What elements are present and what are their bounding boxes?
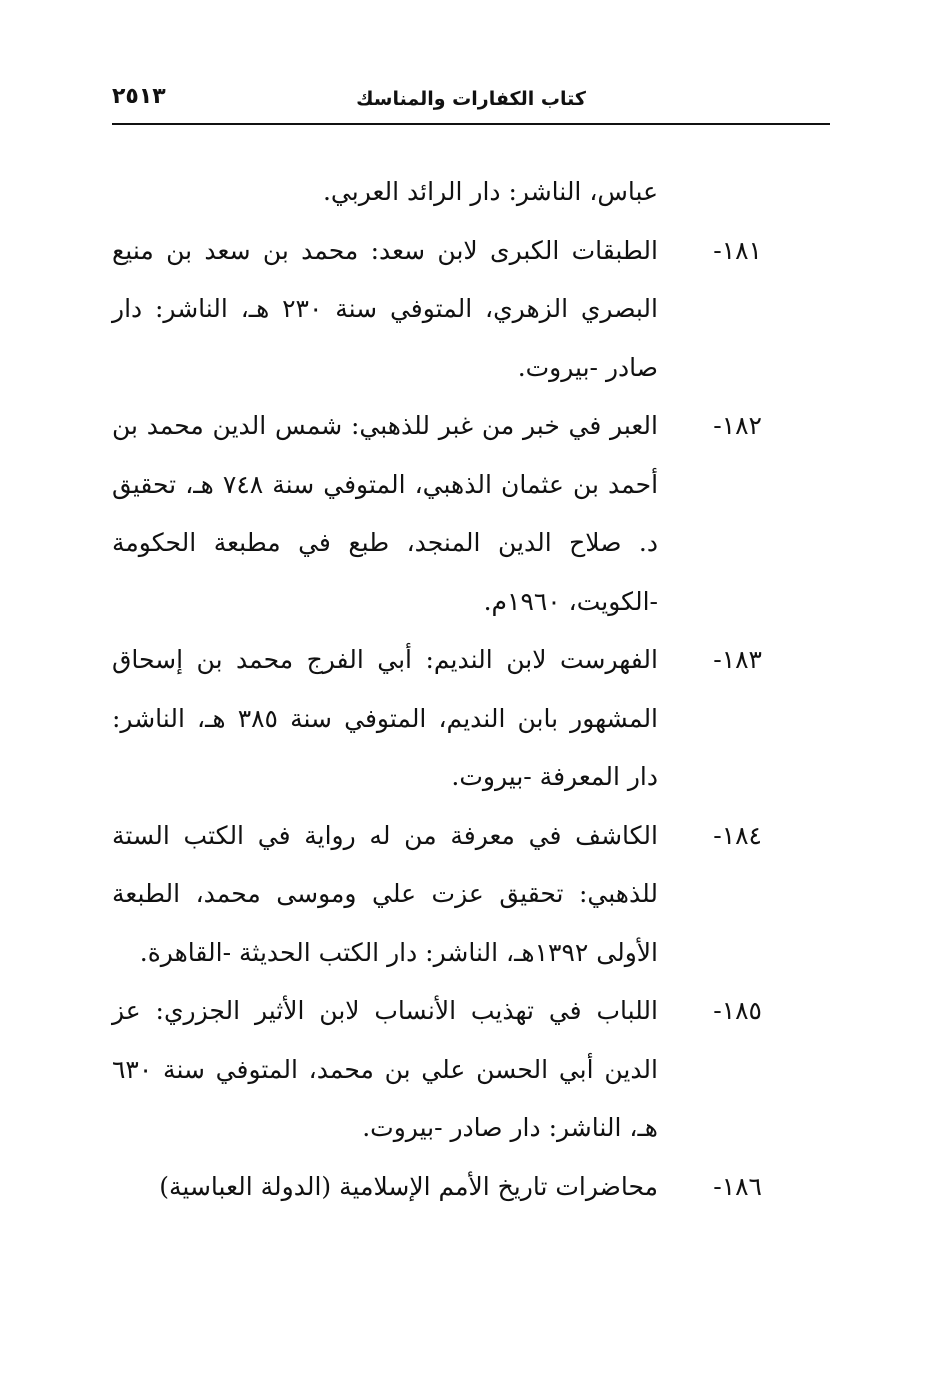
entry-text: الفهرست لابن النديم: أبي الفرج محمد بن إسحاق المشهور بابن النديم، المتوفي سنة ٣٨٥ هـ، الناشر: دار المعرفة -بيروت. bbox=[112, 645, 659, 791]
entry-text: الكاشف في معرفة من له رواية في الكتب الستة للذهبي: تحقيق عزت علي وموسى محمد، الطبعة الأولى ١٣٩٢هـ، الناشر: دار الكتب الحديثة -القاهرة. bbox=[112, 820, 658, 967]
entry-text: الطبقات الكبرى لابن سعد: محمد بن سعد بن منيع البصري الزهري، المتوفي سنة ٢٣٠ هـ، الناشر: دار صادر -بيروت. bbox=[112, 235, 658, 382]
entry-number: ١٨٦- bbox=[713, 1171, 762, 1201]
page-header bbox=[112, 82, 830, 122]
entry-number: ١٨١- bbox=[713, 235, 762, 265]
entry-text: العبر في خبر من غبر للذهبي: شمس الدين محمد بن أحمد بن عثمان الذهبي، المتوفي سنة ٧٤٨ هـ، تحقيق د. صلاح الدين المنجد، طبع في مطبعة الحكومة -الكويت، ١٩٦٠م. bbox=[112, 411, 659, 616]
entry-number: ١٨٢- bbox=[713, 411, 762, 440]
bibliography-entry bbox=[112, 397, 762, 631]
entry-number: ١٨٤- bbox=[713, 820, 762, 850]
header-divider bbox=[112, 123, 830, 125]
bibliography-entry bbox=[112, 1158, 762, 1217]
page-number: ٢٥١٣ bbox=[112, 84, 166, 109]
bibliography-entry bbox=[112, 807, 762, 983]
continuation-text: عباس، الناشر: دار الرائد العربي. bbox=[322, 177, 658, 206]
entry-text: اللباب في تهذيب الأنساب لابن الأثير الجزري: عز الدين أبي الحسن علي بن محمد، المتوفي سنة ٦٣٠ هـ، الناشر: دار صادر -بيروت. bbox=[112, 996, 658, 1142]
entry-text: محاضرات تاريخ الأمم الإسلامية (الدولة العباسية) bbox=[159, 1171, 658, 1201]
bibliography-entry bbox=[112, 631, 762, 807]
bibliography-list bbox=[112, 163, 762, 1216]
bibliography-entry bbox=[112, 222, 762, 398]
bibliography-entry bbox=[112, 982, 762, 1158]
entry-number: ١٨٣- bbox=[713, 645, 762, 674]
entry-number: ١٨٥- bbox=[713, 996, 762, 1025]
running-title: كتاب الكفارات والمناسك bbox=[356, 88, 586, 110]
